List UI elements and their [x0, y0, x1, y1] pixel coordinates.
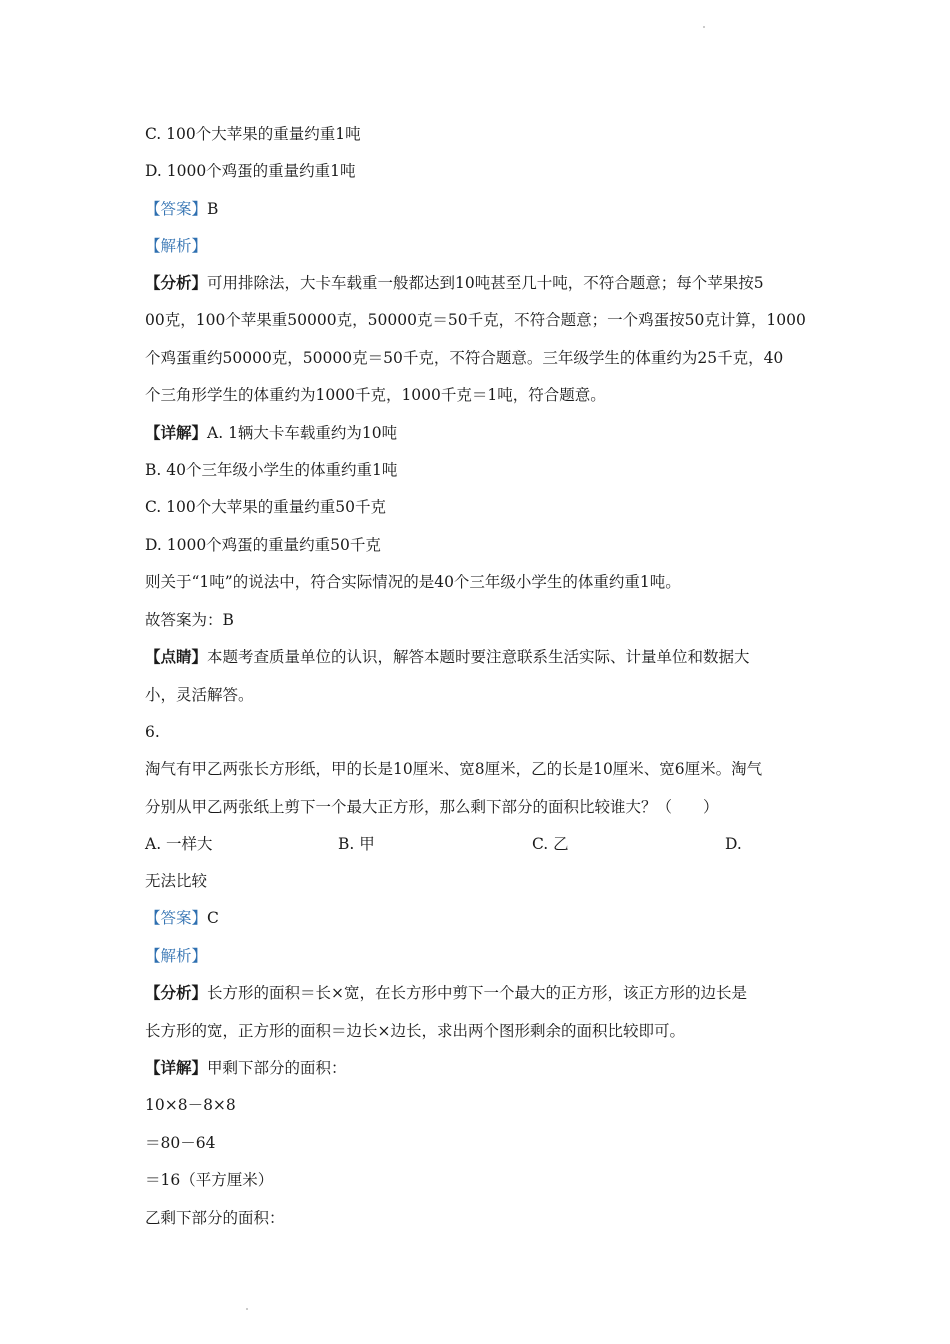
answer-tag: 【答案】: [145, 200, 208, 218]
calc-step-2: ＝80－64: [145, 1134, 216, 1152]
choice-c: C. 乙: [532, 835, 569, 853]
detail-tag: 【详解】: [145, 423, 208, 442]
comment-text-2: 小，灵活解答。: [145, 686, 254, 704]
analysis-text: 可用排除法，大卡车载重一般都达到10吨甚至几十吨，不符合题意；每个苹果按5: [207, 274, 764, 292]
answer-line-2: [145, 908, 820, 928]
calc-step-3: ＝16（平方厘米）: [145, 1171, 274, 1189]
detail-c: C. 100个大苹果的重量约重50千克: [145, 498, 386, 516]
option-d-text: D. 1000个鸡蛋的重量约重1吨: [145, 162, 356, 180]
choice-a: A. 一样大: [145, 835, 213, 853]
detail-line-2: [145, 1058, 820, 1078]
question-text: 淘气有甲乙两张长方形纸，甲的长是10厘米、宽8厘米，乙的长是10厘米、宽6厘米。淘气: [145, 760, 763, 778]
conclusion-text: 则关于“1吨”的说法中，符合实际情况的是40个三年级小学生的体重约重1吨。: [145, 573, 681, 591]
analysis-text-b1: 长方形的面积＝长×宽，在长方形中剪下一个最大的正方形，该正方形的边长是: [207, 984, 748, 1002]
comment-text: 本题考查质量单位的认识，解答本题时要注意联系生活实际、计量单位和数据大: [207, 648, 750, 666]
detail-tag-2: 【详解】: [145, 1058, 208, 1077]
calc-label-yi: 乙剩下部分的面积：: [145, 1209, 285, 1227]
detail-text: A. 1辆大卡车载重约为10吨: [207, 424, 398, 442]
final-answer: 故答案为：B: [145, 611, 234, 629]
analysis-text-2: 00克，100个苹果重50000克，50000克＝50千克，不符合题意；一个鸡蛋按50克计算，1000: [145, 311, 806, 329]
option-c-text: C. 100个大苹果的重量约重1吨: [145, 125, 361, 143]
question-number: 6.: [145, 723, 160, 741]
analysis-line: [145, 273, 820, 293]
analysis-tag-2: 【分析】: [145, 983, 208, 1002]
comment-line: [145, 647, 820, 667]
detail-b: B. 40个三年级小学生的体重约重1吨: [145, 461, 398, 479]
analysis-text-b2: 长方形的宽，正方形的面积＝边长×边长，求出两个图形剩余的面积比较即可。: [145, 1022, 685, 1040]
explanation-tag: 【解析】: [145, 237, 208, 255]
choice-d: D.: [725, 835, 742, 853]
answer-value-2: C: [207, 909, 219, 927]
answer-tag-2: 【答案】: [145, 909, 208, 927]
analysis-line-2: [145, 983, 820, 1003]
calc-step-1: 10×8－8×8: [145, 1096, 236, 1114]
question-text-2: 分别从甲乙两张纸上剪下一个最大正方形，那么剩下部分的面积比较谁大？（ ）: [145, 798, 719, 816]
detail-text-2: 甲剩下部分的面积：: [207, 1059, 347, 1077]
analysis-tag: 【分析】: [145, 273, 208, 292]
decorative-dot: [703, 26, 705, 28]
comment-tag: 【点睛】: [145, 647, 208, 666]
explanation-tag-2: 【解析】: [145, 947, 208, 965]
detail-d: D. 1000个鸡蛋的重量约重50千克: [145, 536, 381, 554]
answer-value: B: [207, 200, 219, 218]
analysis-text-4: 个三角形学生的体重约为1000千克，1000千克＝1吨，符合题意。: [145, 386, 606, 404]
analysis-text-3: 个鸡蛋重约50000克，50000克＝50千克，不符合题意。三年级学生的体重约为25千克，40: [145, 349, 784, 367]
detail-line: [145, 423, 820, 443]
decorative-dot: [246, 1308, 248, 1310]
answer-line: [145, 199, 820, 219]
choice-d-text: 无法比较: [145, 872, 208, 890]
choice-b: B. 甲: [338, 835, 375, 853]
